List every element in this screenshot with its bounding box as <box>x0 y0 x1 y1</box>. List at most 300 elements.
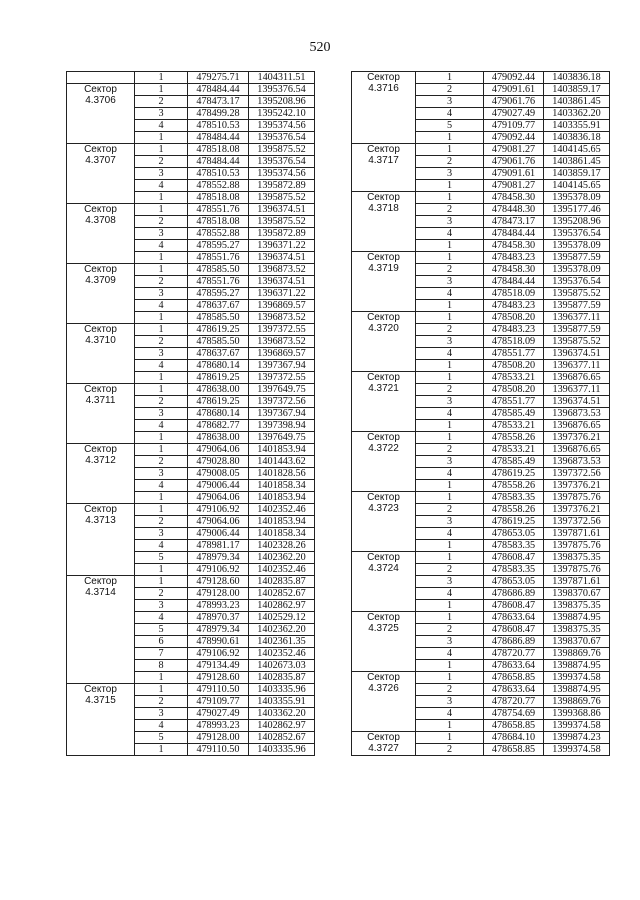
point-number-cell: 3 <box>416 336 484 348</box>
x-coordinate-cell: 478518.08 <box>188 216 249 228</box>
y-coordinate-cell: 1399374.58 <box>544 744 610 756</box>
y-coordinate-cell: 1399374.58 <box>544 672 610 684</box>
x-coordinate-cell: 479091.61 <box>484 84 544 96</box>
point-number-cell: 2 <box>135 456 188 468</box>
y-coordinate-cell: 1396377.11 <box>544 312 610 324</box>
y-coordinate-cell: 1401853.94 <box>249 492 315 504</box>
x-coordinate-cell: 479128.00 <box>188 588 249 600</box>
sector-name: Сектор <box>84 144 117 155</box>
point-number-cell: 1 <box>416 672 484 684</box>
x-coordinate-cell: 478638.00 <box>188 384 249 396</box>
x-coordinate-cell: 478458.30 <box>484 192 544 204</box>
table-row <box>352 672 610 684</box>
x-coordinate-cell: 479106.92 <box>188 564 249 576</box>
table-row <box>67 384 315 396</box>
y-coordinate-cell: 1397376.21 <box>544 432 610 444</box>
x-coordinate-cell: 478595.27 <box>188 240 249 252</box>
y-coordinate-cell: 1401828.56 <box>249 468 315 480</box>
point-number-cell: 1 <box>416 144 484 156</box>
y-coordinate-cell: 1396374.51 <box>249 204 315 216</box>
x-coordinate-cell: 478682.77 <box>188 420 249 432</box>
sector-cell <box>67 504 135 576</box>
sector-id: 4.3720 <box>368 323 399 334</box>
point-number-cell: 3 <box>135 108 188 120</box>
point-number-cell: 4 <box>416 288 484 300</box>
y-coordinate-cell: 1403861.45 <box>544 96 610 108</box>
point-number-cell: 2 <box>416 324 484 336</box>
point-number-cell: 3 <box>135 600 188 612</box>
sector-id: 4.3706 <box>85 95 116 106</box>
point-number-cell: 2 <box>416 204 484 216</box>
x-coordinate-cell: 478754.69 <box>484 708 544 720</box>
sector-id: 4.3711 <box>85 395 116 406</box>
x-coordinate-cell: 478608.47 <box>484 624 544 636</box>
y-coordinate-cell: 1397398.94 <box>249 420 315 432</box>
y-coordinate-cell: 1402352.46 <box>249 648 315 660</box>
sector-cell <box>67 264 135 324</box>
x-coordinate-cell: 478979.34 <box>188 624 249 636</box>
y-coordinate-cell: 1402328.26 <box>249 540 315 552</box>
sector-cell <box>67 444 135 504</box>
point-number-cell: 1 <box>135 204 188 216</box>
point-number-cell: 1 <box>416 360 484 372</box>
table-body-right <box>352 72 610 756</box>
point-number-cell: 4 <box>416 528 484 540</box>
x-coordinate-cell: 478720.77 <box>484 648 544 660</box>
point-number-cell: 5 <box>135 552 188 564</box>
sector-cell <box>67 384 135 444</box>
point-number-cell: 1 <box>135 312 188 324</box>
y-coordinate-cell: 1397367.94 <box>249 360 315 372</box>
x-coordinate-cell: 478684.10 <box>484 732 544 744</box>
y-coordinate-cell: 1395877.59 <box>544 300 610 312</box>
x-coordinate-cell: 479081.27 <box>484 180 544 192</box>
point-number-cell: 5 <box>135 732 188 744</box>
y-coordinate-cell: 1396876.65 <box>544 420 610 432</box>
x-coordinate-cell: 478483.23 <box>484 252 544 264</box>
x-coordinate-cell: 478483.23 <box>484 324 544 336</box>
x-coordinate-cell: 479092.44 <box>484 132 544 144</box>
y-coordinate-cell: 1402362.20 <box>249 552 315 564</box>
y-coordinate-cell: 1396869.57 <box>249 300 315 312</box>
sector-id: 4.3722 <box>368 443 399 454</box>
point-number-cell: 2 <box>416 564 484 576</box>
sector-cell <box>352 732 416 756</box>
point-number-cell: 3 <box>416 576 484 588</box>
table-row <box>67 72 315 84</box>
y-coordinate-cell: 1402352.46 <box>249 504 315 516</box>
x-coordinate-cell: 478633.64 <box>484 684 544 696</box>
sector-cell <box>67 204 135 264</box>
y-coordinate-cell: 1401853.94 <box>249 516 315 528</box>
point-number-cell: 1 <box>416 600 484 612</box>
point-number-cell: 7 <box>135 648 188 660</box>
point-number-cell: 1 <box>135 672 188 684</box>
y-coordinate-cell: 1398375.35 <box>544 624 610 636</box>
y-coordinate-cell: 1402673.03 <box>249 660 315 672</box>
point-number-cell: 4 <box>135 300 188 312</box>
x-coordinate-cell: 478518.08 <box>188 144 249 156</box>
x-coordinate-cell: 478484.44 <box>484 228 544 240</box>
x-coordinate-cell: 478552.88 <box>188 180 249 192</box>
point-number-cell: 2 <box>135 156 188 168</box>
y-coordinate-cell: 1398874.95 <box>544 612 610 624</box>
sector-name: Сектор <box>84 384 117 395</box>
point-number-cell: 1 <box>416 240 484 252</box>
x-coordinate-cell: 478510.53 <box>188 120 249 132</box>
point-number-cell: 1 <box>135 492 188 504</box>
sector-cell <box>352 312 416 372</box>
sector-id: 4.3708 <box>85 215 116 226</box>
table-row <box>67 504 315 516</box>
point-number-cell: 1 <box>135 444 188 456</box>
y-coordinate-cell: 1397875.76 <box>544 564 610 576</box>
y-coordinate-cell: 1397875.76 <box>544 492 610 504</box>
point-number-cell: 1 <box>416 612 484 624</box>
y-coordinate-cell: 1403859.17 <box>544 168 610 180</box>
table-row <box>352 252 610 264</box>
x-coordinate-cell: 478619.25 <box>188 324 249 336</box>
point-number-cell: 4 <box>416 708 484 720</box>
x-coordinate-cell: 478552.88 <box>188 228 249 240</box>
x-coordinate-cell: 478458.30 <box>484 240 544 252</box>
x-coordinate-cell: 478585.50 <box>188 336 249 348</box>
point-number-cell: 5 <box>135 624 188 636</box>
point-number-cell: 1 <box>135 564 188 576</box>
x-coordinate-cell: 478483.23 <box>484 300 544 312</box>
point-number-cell: 1 <box>416 492 484 504</box>
x-coordinate-cell: 478981.17 <box>188 540 249 552</box>
point-number-cell: 2 <box>135 516 188 528</box>
x-coordinate-cell: 478637.67 <box>188 300 249 312</box>
y-coordinate-cell: 1397871.61 <box>544 576 610 588</box>
x-coordinate-cell: 479081.27 <box>484 144 544 156</box>
x-coordinate-cell: 478619.25 <box>188 396 249 408</box>
y-coordinate-cell: 1399368.86 <box>544 708 610 720</box>
x-coordinate-cell: 479110.50 <box>188 684 249 696</box>
point-number-cell: 3 <box>416 396 484 408</box>
y-coordinate-cell: 1402361.35 <box>249 636 315 648</box>
point-number-cell: 1 <box>416 180 484 192</box>
table-row <box>67 444 315 456</box>
y-coordinate-cell: 1397649.75 <box>249 432 315 444</box>
sector-cell <box>67 72 135 84</box>
table-row <box>67 204 315 216</box>
x-coordinate-cell: 478608.47 <box>484 552 544 564</box>
sector-cell <box>352 552 416 612</box>
point-number-cell: 1 <box>135 144 188 156</box>
x-coordinate-cell: 478633.64 <box>484 660 544 672</box>
x-coordinate-cell: 478518.08 <box>188 192 249 204</box>
x-coordinate-cell: 478484.44 <box>188 84 249 96</box>
point-number-cell: 1 <box>416 132 484 144</box>
x-coordinate-cell: 479092.44 <box>484 72 544 84</box>
point-number-cell: 3 <box>135 288 188 300</box>
point-number-cell: 3 <box>416 516 484 528</box>
y-coordinate-cell: 1396873.52 <box>249 312 315 324</box>
y-coordinate-cell: 1401443.62 <box>249 456 315 468</box>
y-coordinate-cell: 1395877.59 <box>544 252 610 264</box>
y-coordinate-cell: 1399874.23 <box>544 732 610 744</box>
point-number-cell: 2 <box>416 264 484 276</box>
y-coordinate-cell: 1397875.76 <box>544 540 610 552</box>
point-number-cell: 1 <box>135 264 188 276</box>
x-coordinate-cell: 478551.76 <box>188 276 249 288</box>
sector-cell <box>352 492 416 552</box>
point-number-cell: 1 <box>135 432 188 444</box>
x-coordinate-cell: 478619.25 <box>484 468 544 480</box>
sector-id: 4.3715 <box>85 695 116 706</box>
point-number-cell: 1 <box>416 552 484 564</box>
x-coordinate-cell: 478619.25 <box>188 372 249 384</box>
sector-cell <box>67 144 135 204</box>
y-coordinate-cell: 1398375.35 <box>544 552 610 564</box>
y-coordinate-cell: 1398375.35 <box>544 600 610 612</box>
x-coordinate-cell: 478551.77 <box>484 348 544 360</box>
point-number-cell: 3 <box>416 276 484 288</box>
point-number-cell: 2 <box>416 684 484 696</box>
table-row <box>67 144 315 156</box>
table-body-left <box>67 72 315 756</box>
x-coordinate-cell: 478448.30 <box>484 204 544 216</box>
point-number-cell: 4 <box>416 108 484 120</box>
y-coordinate-cell: 1395177.46 <box>544 204 610 216</box>
sector-name: Сектор <box>367 672 400 683</box>
sector-name: Сектор <box>84 576 117 587</box>
sector-cell <box>352 144 416 192</box>
y-coordinate-cell: 1395376.54 <box>249 84 315 96</box>
y-coordinate-cell: 1403362.20 <box>249 708 315 720</box>
point-number-cell: 4 <box>135 240 188 252</box>
coordinates-table-left <box>66 71 315 756</box>
x-coordinate-cell: 478484.44 <box>188 132 249 144</box>
x-coordinate-cell: 479064.06 <box>188 492 249 504</box>
point-number-cell: 2 <box>135 336 188 348</box>
point-number-cell: 5 <box>416 120 484 132</box>
y-coordinate-cell: 1397367.94 <box>249 408 315 420</box>
x-coordinate-cell: 479064.06 <box>188 444 249 456</box>
y-coordinate-cell: 1402862.97 <box>249 720 315 732</box>
point-number-cell: 2 <box>416 504 484 516</box>
y-coordinate-cell: 1396873.52 <box>249 336 315 348</box>
coordinates-table-right <box>351 71 610 756</box>
y-coordinate-cell: 1395875.52 <box>544 288 610 300</box>
x-coordinate-cell: 478638.00 <box>188 432 249 444</box>
x-coordinate-cell: 478990.61 <box>188 636 249 648</box>
point-number-cell: 1 <box>135 372 188 384</box>
point-number-cell: 1 <box>135 324 188 336</box>
x-coordinate-cell: 479110.50 <box>188 744 249 756</box>
y-coordinate-cell: 1403335.96 <box>249 684 315 696</box>
x-coordinate-cell: 478458.30 <box>484 264 544 276</box>
sector-cell <box>352 372 416 432</box>
y-coordinate-cell: 1395242.10 <box>249 108 315 120</box>
sector-name: Сектор <box>367 372 400 383</box>
x-coordinate-cell: 478619.25 <box>484 516 544 528</box>
table-row <box>352 372 610 384</box>
y-coordinate-cell: 1402852.67 <box>249 588 315 600</box>
x-coordinate-cell: 478658.85 <box>484 744 544 756</box>
table-row <box>67 576 315 588</box>
y-coordinate-cell: 1404145.65 <box>544 144 610 156</box>
y-coordinate-cell: 1396374.51 <box>544 396 610 408</box>
x-coordinate-cell: 479064.06 <box>188 516 249 528</box>
point-number-cell: 1 <box>416 372 484 384</box>
x-coordinate-cell: 478633.64 <box>484 612 544 624</box>
sector-name: Сектор <box>84 684 117 695</box>
sector-cell <box>352 432 416 492</box>
point-number-cell: 1 <box>416 72 484 84</box>
x-coordinate-cell: 479006.44 <box>188 480 249 492</box>
point-number-cell: 1 <box>135 576 188 588</box>
x-coordinate-cell: 479134.49 <box>188 660 249 672</box>
sector-id: 4.3719 <box>368 263 399 274</box>
x-coordinate-cell: 478484.44 <box>484 276 544 288</box>
point-number-cell: 4 <box>135 720 188 732</box>
y-coordinate-cell: 1404311.51 <box>249 72 315 84</box>
sector-name: Сектор <box>367 732 400 743</box>
x-coordinate-cell: 478533.21 <box>484 444 544 456</box>
x-coordinate-cell: 478680.14 <box>188 408 249 420</box>
sector-name: Сектор <box>84 264 117 275</box>
table-row <box>352 432 610 444</box>
sector-name: Сектор <box>367 192 400 203</box>
sector-name: Сектор <box>367 312 400 323</box>
y-coordinate-cell: 1396374.51 <box>249 252 315 264</box>
sector-name: Сектор <box>367 144 400 155</box>
point-number-cell: 3 <box>135 228 188 240</box>
y-coordinate-cell: 1395374.56 <box>249 120 315 132</box>
sector-cell <box>352 72 416 144</box>
table-row <box>352 312 610 324</box>
table-row <box>67 84 315 96</box>
y-coordinate-cell: 1397372.55 <box>249 372 315 384</box>
point-number-cell: 2 <box>135 588 188 600</box>
point-number-cell: 3 <box>416 168 484 180</box>
sector-name: Сектор <box>367 612 400 623</box>
y-coordinate-cell: 1396374.51 <box>249 276 315 288</box>
x-coordinate-cell: 478585.49 <box>484 456 544 468</box>
point-number-cell: 1 <box>416 732 484 744</box>
y-coordinate-cell: 1397372.55 <box>249 324 315 336</box>
y-coordinate-cell: 1398874.95 <box>544 684 610 696</box>
sector-id: 4.3724 <box>368 563 399 574</box>
point-number-cell: 1 <box>135 684 188 696</box>
point-number-cell: 3 <box>135 528 188 540</box>
table-row <box>352 612 610 624</box>
sector-name: Сектор <box>367 432 400 443</box>
x-coordinate-cell: 479128.00 <box>188 732 249 744</box>
point-number-cell: 1 <box>135 132 188 144</box>
sector-name: Сектор <box>84 84 117 95</box>
y-coordinate-cell: 1402352.46 <box>249 564 315 576</box>
y-coordinate-cell: 1395875.52 <box>249 144 315 156</box>
point-number-cell: 1 <box>135 84 188 96</box>
y-coordinate-cell: 1395376.54 <box>544 276 610 288</box>
y-coordinate-cell: 1395872.89 <box>249 228 315 240</box>
sector-cell <box>352 252 416 312</box>
point-number-cell: 1 <box>135 252 188 264</box>
sector-name: Сектор <box>84 444 117 455</box>
point-number-cell: 3 <box>416 216 484 228</box>
point-number-cell: 1 <box>416 252 484 264</box>
x-coordinate-cell: 479109.77 <box>484 120 544 132</box>
x-coordinate-cell: 479027.49 <box>188 708 249 720</box>
sector-name: Сектор <box>367 492 400 503</box>
x-coordinate-cell: 478583.35 <box>484 564 544 576</box>
sector-cell <box>67 324 135 384</box>
x-coordinate-cell: 478680.14 <box>188 360 249 372</box>
x-coordinate-cell: 478551.76 <box>188 252 249 264</box>
y-coordinate-cell: 1399374.58 <box>544 720 610 732</box>
y-coordinate-cell: 1397372.56 <box>544 516 610 528</box>
x-coordinate-cell: 479006.44 <box>188 528 249 540</box>
y-coordinate-cell: 1395378.09 <box>544 264 610 276</box>
point-number-cell: 4 <box>135 360 188 372</box>
point-number-cell: 4 <box>416 588 484 600</box>
point-number-cell: 1 <box>416 480 484 492</box>
point-number-cell: 6 <box>135 636 188 648</box>
x-coordinate-cell: 479028.80 <box>188 456 249 468</box>
y-coordinate-cell: 1395875.52 <box>544 336 610 348</box>
x-coordinate-cell: 478720.77 <box>484 696 544 708</box>
x-coordinate-cell: 479061.76 <box>484 156 544 168</box>
sector-id: 4.3712 <box>85 455 116 466</box>
page-number: 520 <box>309 40 331 55</box>
y-coordinate-cell: 1403836.18 <box>544 72 610 84</box>
table-row <box>67 324 315 336</box>
x-coordinate-cell: 478533.21 <box>484 420 544 432</box>
y-coordinate-cell: 1402835.87 <box>249 672 315 684</box>
sector-cell <box>352 192 416 252</box>
x-coordinate-cell: 479091.61 <box>484 168 544 180</box>
x-coordinate-cell: 478558.26 <box>484 432 544 444</box>
point-number-cell: 4 <box>416 468 484 480</box>
point-number-cell: 2 <box>135 396 188 408</box>
sector-cell <box>352 612 416 672</box>
x-coordinate-cell: 478658.85 <box>484 720 544 732</box>
y-coordinate-cell: 1396377.11 <box>544 384 610 396</box>
point-number-cell: 3 <box>135 348 188 360</box>
x-coordinate-cell: 478970.37 <box>188 612 249 624</box>
point-number-cell: 2 <box>416 744 484 756</box>
y-coordinate-cell: 1401858.34 <box>249 528 315 540</box>
x-coordinate-cell: 478993.23 <box>188 600 249 612</box>
point-number-cell: 2 <box>416 156 484 168</box>
sector-cell <box>67 576 135 684</box>
point-number-cell: 3 <box>416 96 484 108</box>
sector-cell <box>352 672 416 732</box>
x-coordinate-cell: 478595.27 <box>188 288 249 300</box>
point-number-cell: 3 <box>416 456 484 468</box>
y-coordinate-cell: 1403355.91 <box>249 696 315 708</box>
x-coordinate-cell: 478658.85 <box>484 672 544 684</box>
sector-id: 4.3717 <box>368 155 399 166</box>
y-coordinate-cell: 1398869.76 <box>544 696 610 708</box>
y-coordinate-cell: 1401858.34 <box>249 480 315 492</box>
x-coordinate-cell: 478686.89 <box>484 588 544 600</box>
point-number-cell: 1 <box>135 504 188 516</box>
y-coordinate-cell: 1401853.94 <box>249 444 315 456</box>
x-coordinate-cell: 478551.76 <box>188 204 249 216</box>
x-coordinate-cell: 478583.35 <box>484 540 544 552</box>
x-coordinate-cell: 478637.67 <box>188 348 249 360</box>
table-row <box>67 684 315 696</box>
point-number-cell: 2 <box>135 696 188 708</box>
point-number-cell: 1 <box>416 540 484 552</box>
sector-id: 4.3714 <box>85 587 116 598</box>
y-coordinate-cell: 1395376.54 <box>249 156 315 168</box>
